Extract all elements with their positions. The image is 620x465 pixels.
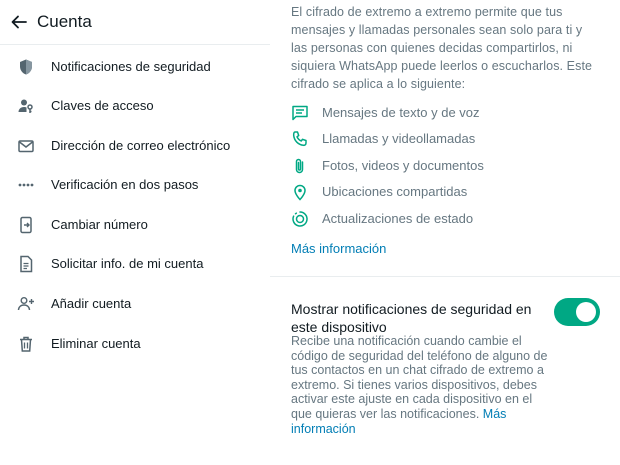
menu-item-email-address[interactable] — [0, 128, 270, 164]
toggle-knob — [576, 302, 596, 322]
feature-label: Fotos, videos y documentos — [322, 158, 484, 173]
menu-item-security-notifications[interactable] — [0, 49, 270, 85]
menu-item-label: Eliminar cuenta — [51, 336, 141, 351]
sidebar-header — [0, 0, 270, 45]
menu-item-request-account-info[interactable] — [0, 246, 270, 282]
more-info-link[interactable]: Más información — [291, 241, 387, 256]
menu-item-label: Notificaciones de seguridad — [51, 59, 211, 74]
section-divider — [270, 276, 620, 277]
paperclip-icon — [291, 157, 309, 175]
setting-more-info-link[interactable]: Más información — [291, 406, 507, 436]
feature-item — [291, 208, 611, 230]
page-title: Cuenta — [37, 12, 92, 31]
dots-icon — [17, 176, 35, 194]
feature-label: Mensajes de texto y de voz — [322, 105, 480, 120]
back-arrow-icon[interactable] — [10, 13, 28, 31]
security-notifications-toggle[interactable] — [554, 298, 600, 326]
encryption-description: El cifrado de extremo a extremo permite que tus mensajes y llamadas personales sean solo para ti y las personas con quienes decidas compartirlos, ni siquiera WhatsApp puede leerlos o escucharlos. Este cifrado se aplica a lo siguiente: — [291, 5, 593, 91]
trash-icon — [17, 335, 35, 353]
add-person-icon — [17, 295, 35, 313]
feature-label: Ubicaciones compartidas — [322, 184, 468, 199]
location-icon — [291, 183, 309, 201]
setting-title: Mostrar notificaciones de seguridad en este dispositivo — [291, 301, 532, 335]
menu-item-label: Dirección de correo electrónico — [51, 138, 231, 153]
feature-item — [291, 102, 611, 124]
shield-icon — [17, 58, 35, 76]
phone-icon — [291, 130, 309, 148]
document-icon — [17, 255, 35, 273]
feature-label: Actualizaciones de estado — [322, 211, 474, 226]
menu-item-label: Solicitar info. de mi cuenta — [51, 256, 204, 271]
menu-item-change-number[interactable] — [0, 207, 270, 243]
setting-description — [291, 334, 551, 436]
menu-item-two-step-verification[interactable] — [0, 167, 270, 203]
menu-item-label: Añadir cuenta — [51, 296, 132, 311]
menu-item-label: Verificación en dos pasos — [51, 177, 199, 192]
feature-item — [291, 181, 611, 203]
setting-description-text: Recibe una notificación cuando cambie el código de seguridad del teléfono de alguno de tus contactos en un chat cifrado de extremo a extremo. Si tienes varios dispositivos, debes activar este ajuste en cada dispositivo en el que quieras ver las notificaciones. — [291, 334, 548, 421]
menu-item-label: Cambiar número — [51, 217, 148, 232]
phone-change-icon — [17, 216, 35, 234]
feature-item — [291, 155, 611, 177]
feature-item — [291, 128, 611, 150]
menu-item-add-account[interactable] — [0, 286, 270, 322]
security-details-panel — [270, 0, 620, 465]
menu-item-delete-account[interactable] — [0, 326, 270, 362]
menu-item-passkeys[interactable] — [0, 88, 270, 124]
person-key-icon — [17, 97, 35, 115]
message-icon — [291, 104, 309, 122]
feature-label: Llamadas y videollamadas — [322, 131, 476, 146]
menu-item-label: Claves de acceso — [51, 98, 154, 113]
mail-icon — [17, 137, 35, 155]
status-icon — [291, 210, 309, 228]
settings-sidebar — [0, 0, 270, 465]
